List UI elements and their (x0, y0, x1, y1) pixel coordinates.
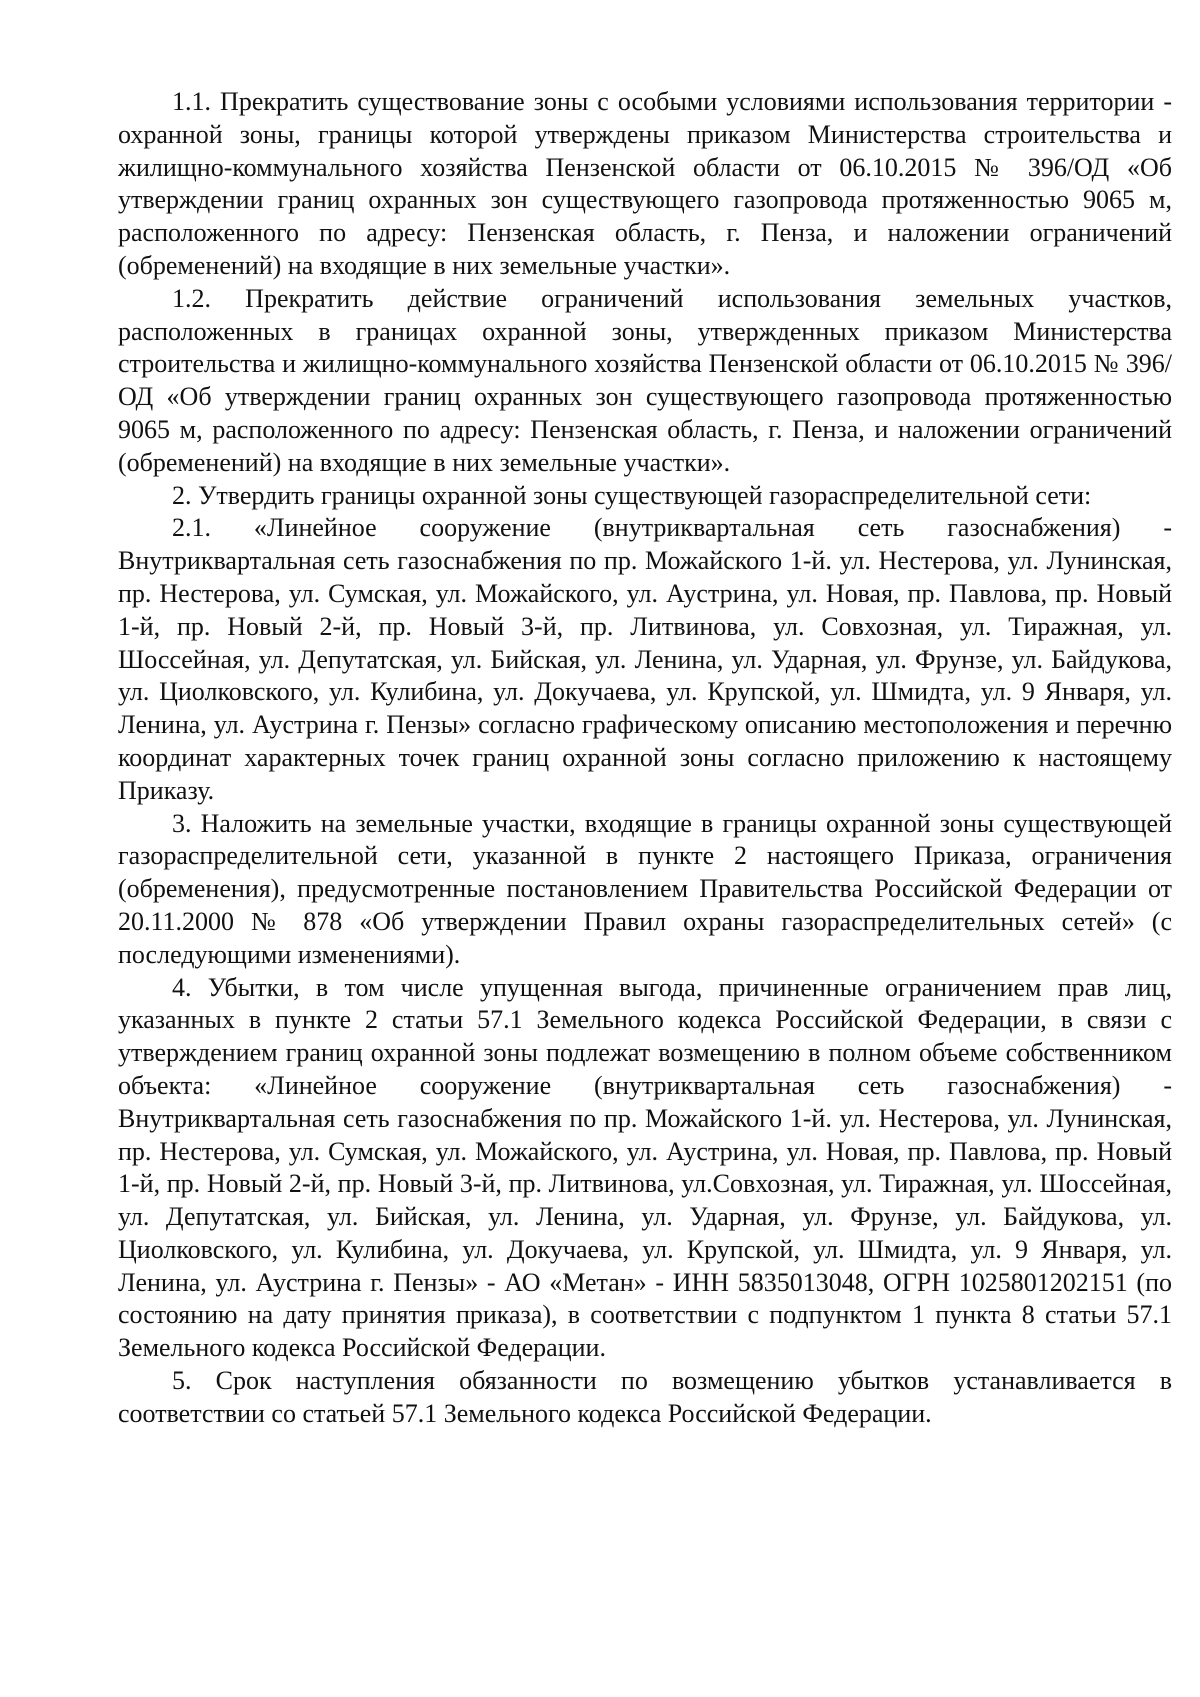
paragraph-1-1: 1.1. Прекратить существование зоны с особыми условиями использования территории - охранной зоны, границы которой утверждены приказом Министерства строительства и жилищно-коммунального хозяйства Пензенской области от 06.10.2015 № 396/ОД «Об утверждении границ охранных зон существующего газопровода протяженностью 9065 м, расположенного по адресу: Пензенская область, г. Пенза, и наложении ограничений (обременений) на входящие в них земельные участки». (118, 87, 1172, 280)
paragraph-4: 4. Убытки, в том числе упущенная выгода, причиненные ограничением прав лиц, указанных в пункте 2 статьи 57.1 Земельного кодекса Российской Федерации, в связи с утверждением границ охранной зоны подлежат возмещению в полном объеме собственником объекта: «Линейное сооружение (внутриквартальная сеть газоснабжения) - Внутриквартальная сеть газоснабжения по пр. Можайского 1-й. ул. Нестерова, ул. Лунинская, пр. Нестерова, ул. Сумская, ул. Можайского, ул. Аустрина, ул. Новая, пр. Павлова, пр. Новый 1-й, пр. Новый 2-й, пр. Новый 3-й, пр. Литвинова, ул.Совхозная, ул. Тиражная, ул. Шоссейная, ул. Депутатская, ул. Бийская, ул. Ленина, ул. Ударная, ул. Фрунзе, ул. Байдукова, ул. Циолковского, ул. Кулибина, ул. Докучаева, ул. Крупской, ул. Шмидта, ул. 9 Января, ул. Ленина, ул. Аустрина г. Пензы» - АО «Метан» - ИНН 5835013048, ОГРН 1025801202151 (по состоянию на дату принятия приказа), в соответствии с подпунктом 1 пункта 8 статьи 57.1 Земельного кодекса Российской Федерации. (118, 972, 1172, 1363)
paragraph-2: 2. Утвердить границы охранной зоны существующей газораспределительной сети: (172, 480, 1092, 510)
paragraph-5: 5. Срок наступления обязанности по возмещению убытков устанавливается в соответствии со статьей 57.1 Земельного кодекса Российской Федерации. (118, 1366, 1172, 1428)
paragraph-3: 3. Наложить на земельные участки, входящие в границы охранной зоны существующей газораспределительной сети, указанной в пункте 2 настоящего Приказа, ограничения (обременения), предусмотренные постановлением Правительства Российской Федерации от 20.11.2000 № 878 «Об утверждении Правил охраны газораспределительных сетей» (с последующими изменениями). (118, 808, 1172, 969)
document-body (118, 86, 1172, 1431)
paragraph-1-2: 1.2. Прекратить действие ограничений использования земельных участков, расположенных в границах охранной зоны, утвержденных приказом Министерства строительства и жилищно-коммунального хозяйства Пензенской области от 06.10.2015 № 396/ОД «Об утверждении границ охранных зон существующего газопровода протяженностью 9065 м, расположенного по адресу: Пензенская область, г. Пенза, и наложении ограничений (обременений) на входящие в них земельные участки». (118, 283, 1172, 477)
paragraph-2-1: 2.1. «Линейное сооружение (внутриквартальная сеть газоснабжения) - Внутриквартальная сеть газоснабжения по пр. Можайского 1-й. ул. Нестерова, ул. Лунинская, пр. Нестерова, ул. Сумская, ул. Можайского, ул. Аустрина, ул. Новая, пр. Павлова, пр. Новый 1-й, пр. Новый 2-й, пр. Новый 3-й, пр. Литвинова, ул. Совхозная, ул. Тиражная, ул. Шоссейная, ул. Депутатская, ул. Бийская, ул. Ленина, ул. Ударная, ул. Фрунзе, ул. Байдукова, ул. Циолковского, ул. Кулибина, ул. Докучаева, ул. Крупской, ул. Шмидта, ул. 9 Января, ул. Ленина, ул. Аустрина г. Пензы» согласно графическому описанию местоположения и перечню координат характерных точек границ охранной зоны согласно приложению к настоящему Приказу. (118, 513, 1172, 805)
